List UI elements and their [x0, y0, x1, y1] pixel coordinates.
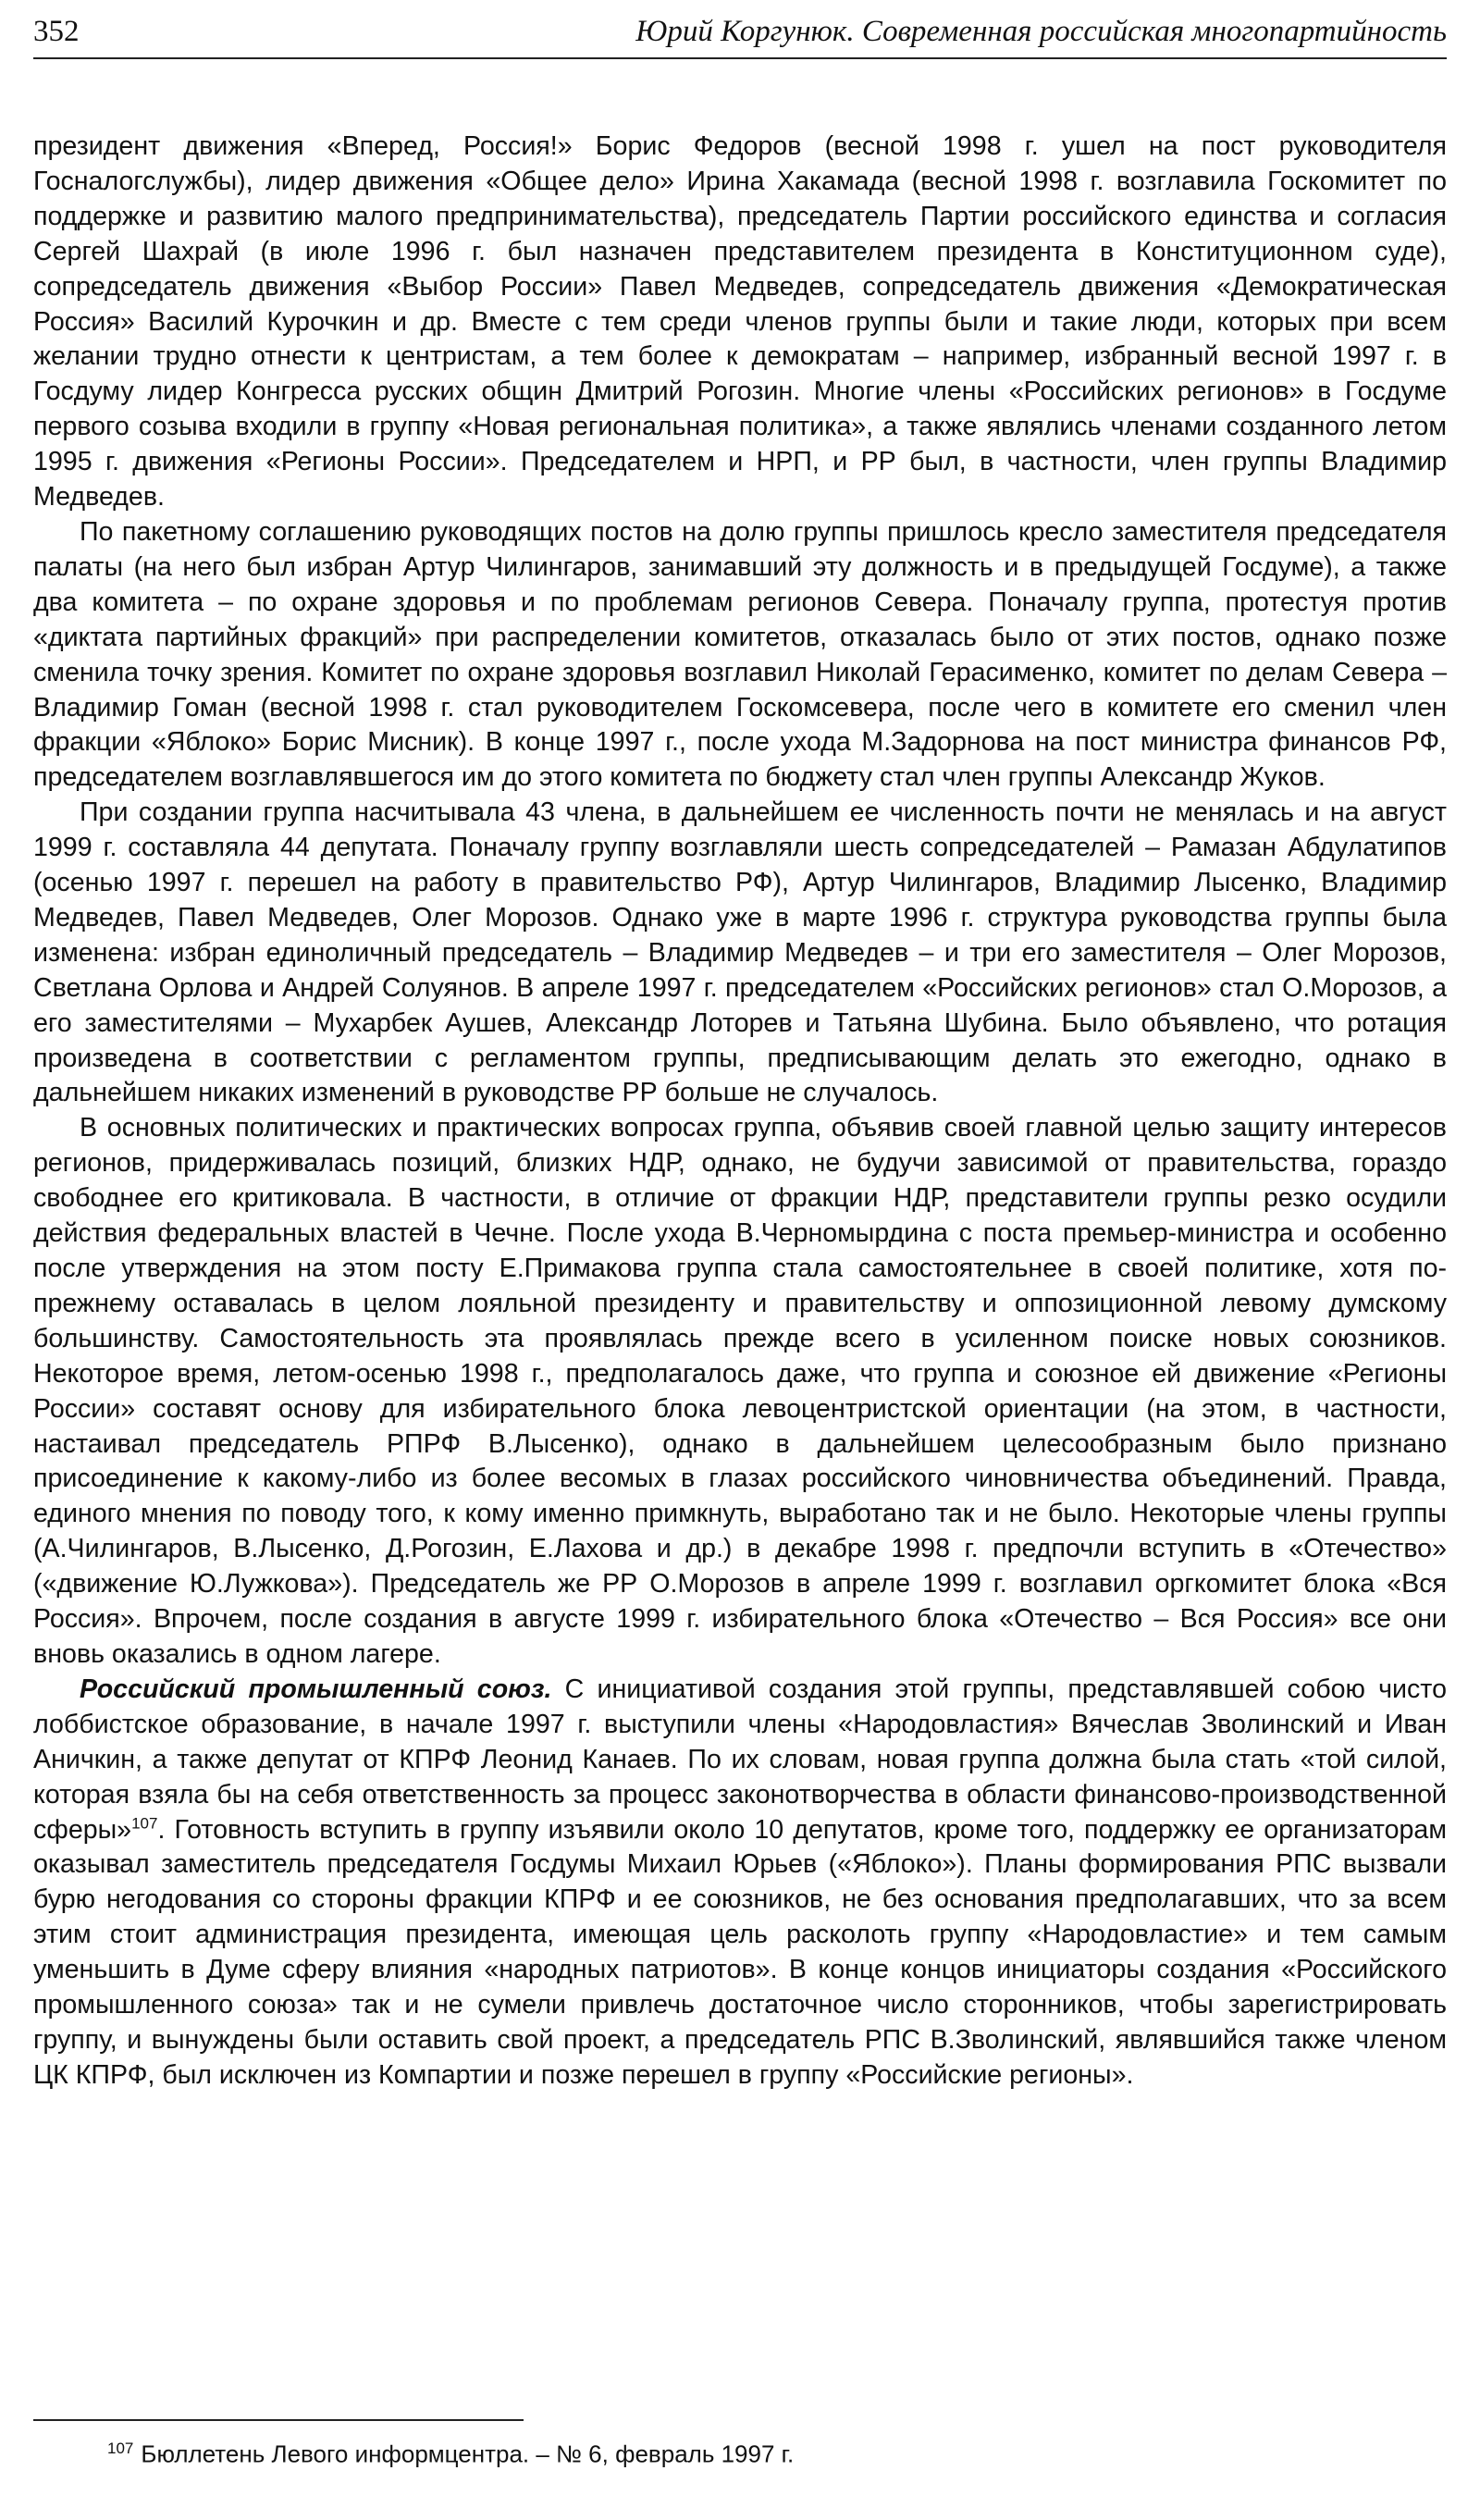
paragraph-text: . Готовность вступить в группу изъявили около 10 депутатов, кроме того, поддержку ее организаторам оказывал заместитель председателя Госдумы Михаил Юрьев («Яблоко»). Планы формирования РПС вызвали бурю негодования со стороны фракции КПРФ и ее союзников, не без основания предполагавших, что за всем этим стоит администрация президента, имеющая цель расколоть группу «Народовластие» и тем самым уменьшить в Думе сферу влияния «народных патриотов». В конце концов инициаторы создания «Российского промышленного союза» так и не сумели привлечь достаточное число сторонников, чтобы зарегистрировать группу, и вынуждены были оставить свой проект, а председатель РПС В.Зволинский, являвшийся также членом ЦК КПРФ, был исключен из Компартии и позже перешел в группу «Российские регионы».: [33, 1814, 1447, 2090]
main-text: [33, 130, 1447, 2094]
running-title: Юрий Коргунюк. Современная российская многопартийность: [635, 15, 1447, 48]
footnote-text: Бюллетень Левого информцентра. – № 6, февраль 1997 г.: [141, 2440, 795, 2468]
book-page: [33, 0, 1447, 2094]
footnote-divider: [33, 2419, 524, 2421]
running-header: [33, 6, 1447, 59]
footnote-reference[interactable]: 107: [131, 1813, 158, 1832]
section-heading-runin: Российский промышленный союз.: [80, 1674, 552, 1704]
page-number: 352: [33, 15, 80, 48]
footnote-number: 107: [107, 2440, 134, 2457]
paragraph-text: С инициативой создания этой группы, представлявшей собою чисто лоббистское образование, в начале 1997 г. выступили члены «Народовластия» Вячеслав Зволинский и Иван Аничкин, а также депутат от КПРФ Леонид Канаев. По их словам, новая группа должна была стать «той силой, которая взяла бы на себя ответственность за процесс законотворчества в области финансово-производственной сферы»: [33, 1674, 1447, 1845]
paragraph: По пакетному соглашению руководящих постов на долю группы пришлось кресло заместителя председателя палаты (на него был избран Артур Чилингаров, занимавший эту должность и в предыдущей Госдуме), а также два комитета – по охране здоровья и по проблемам регионов Севера. Поначалу группа, протестуя против «диктата партийных фракций» при распределении комитетов, отказалась было от этих постов, однако позже сменила точку зрения. Комитет по охране здоровья возглавил Николай Герасименко, комитет по делам Севера – Владимир Гоман (весной 1998 г. стал руководителем Госкомсевера, после чего в комитете его сменил член фракции «Яблоко» Борис Мисник). В конце 1997 г., после ухода М.Задорнова на пост министра финансов РФ, председателем возглавлявшегося им до этого комитета по бюджету стал член группы Александр Жуков.: [33, 516, 1447, 793]
paragraph-section: [33, 1673, 1447, 2094]
paragraph-continued: президент движения «Вперед, Россия!» Борис Федоров (весной 1998 г. ушел на пост руководителя Госналогслужбы), лидер движения «Общее дело» Ирина Хакамада (весной 1998 г. возглавила Госкомитет по поддержке и развитию малого предпринимательства), председатель Партии российского единства и согласия Сергей Шахрай (в июле 1996 г. был назначен представителем президента в Конституционном суде), сопредседатель движения «Выбор России» Павел Медведев, сопредседатель движения «Демократическая Россия» Василий Курочкин и др. Вместе с тем среди членов группы были и такие люди, которых при всем желании трудно отнести к центристам, а тем более к демократам – например, избранный весной 1997 г. в Госдуму лидер Конгресса русских общин Дмитрий Рогозин. Многие члены «Российских регионов» в Госдуме первого созыва входили в группу «Новая региональная политика», а также являлись членами созданного летом 1995 г. движения «Регионы России». Председателем и НРП, и РР был, в частности, член группы Владимир Медведев.: [33, 131, 1447, 513]
paragraph: В основных политических и практических вопросах группа, объявив своей главной целью защиту интересов регионов, придерживалась позиций, близких НДР, однако, не будучи зависимой от правительства, гораздо свободнее его критиковала. В частности, в отличие от фракции НДР, представители группы резко осудили действия федеральных властей в Чечне. После ухода В.Черномырдина с поста премьер-министра и особенно после утверждения на этом посту Е.Примакова группа стала самостоятельнее в своей политике, хотя по-прежнему оставалась в целом лояльной президенту и правительству и оппозиционной левому думскому большинству. Самостоятельность эта проявлялась прежде всего в усиленном поиске новых союзников. Некоторое время, летом-осенью 1998 г., предполагалось даже, что группа и союзное ей движение «Регионы России» составят основу для избирательного блока левоцентристской ориентации (на этом, в частности, настаивал председатель РПРФ В.Лысенко), однако в дальнейшем целесообразным было признано присоединение к какому-либо из более весомых в глазах российского чиновничества объединений. Правда, единого мнения по поводу того, к кому именно примкнуть, выработано так и не было. Некоторые члены группы (А.Чилингаров, В.Лысенко, Д.Рогозин, Е.Лахова и др.) в декабре 1998 г. предпочли вступить в «Отечество» («движение Ю.Лужкова»). Председатель же РР О.Морозов в апреле 1999 г. возглавил оргкомитет блока «Вся Россия». Впрочем, после создания в августе 1999 г. избирательного блока «Отечество – Вся Россия» все они вновь оказались в одном лагере.: [33, 1113, 1447, 1669]
paragraph: При создании группа насчитывала 43 члена, в дальнейшем ее численность почти не менялась и на август 1999 г. составляла 44 депутата. Поначалу группу возглавляли шесть сопредседателей – Рамазан Абдулатипов (осенью 1997 г. перешел на работу в правительство РФ), Артур Чилингаров, Владимир Лысенко, Владимир Медведев, Павел Медведев, Олег Морозов. Однако уже в марте 1996 г. структура руководства группы была изменена: избран единоличный председатель – Владимир Медведев – и три его заместителя – Олег Морозов, Светлана Орлова и Андрей Солуянов. В апреле 1997 г. председателем «Российских регионов» стал О.Морозов, а его заместителями – Мухарбек Аушев, Александр Лоторев и Татьяна Шубина. Было объявлено, что ротация произведена в соответствии с регламентом группы, предписывающим делать это ежегодно, однако в дальнейшем никаких изменений в руководстве РР больше не случалось.: [33, 797, 1447, 1108]
footnote: [107, 2433, 794, 2470]
